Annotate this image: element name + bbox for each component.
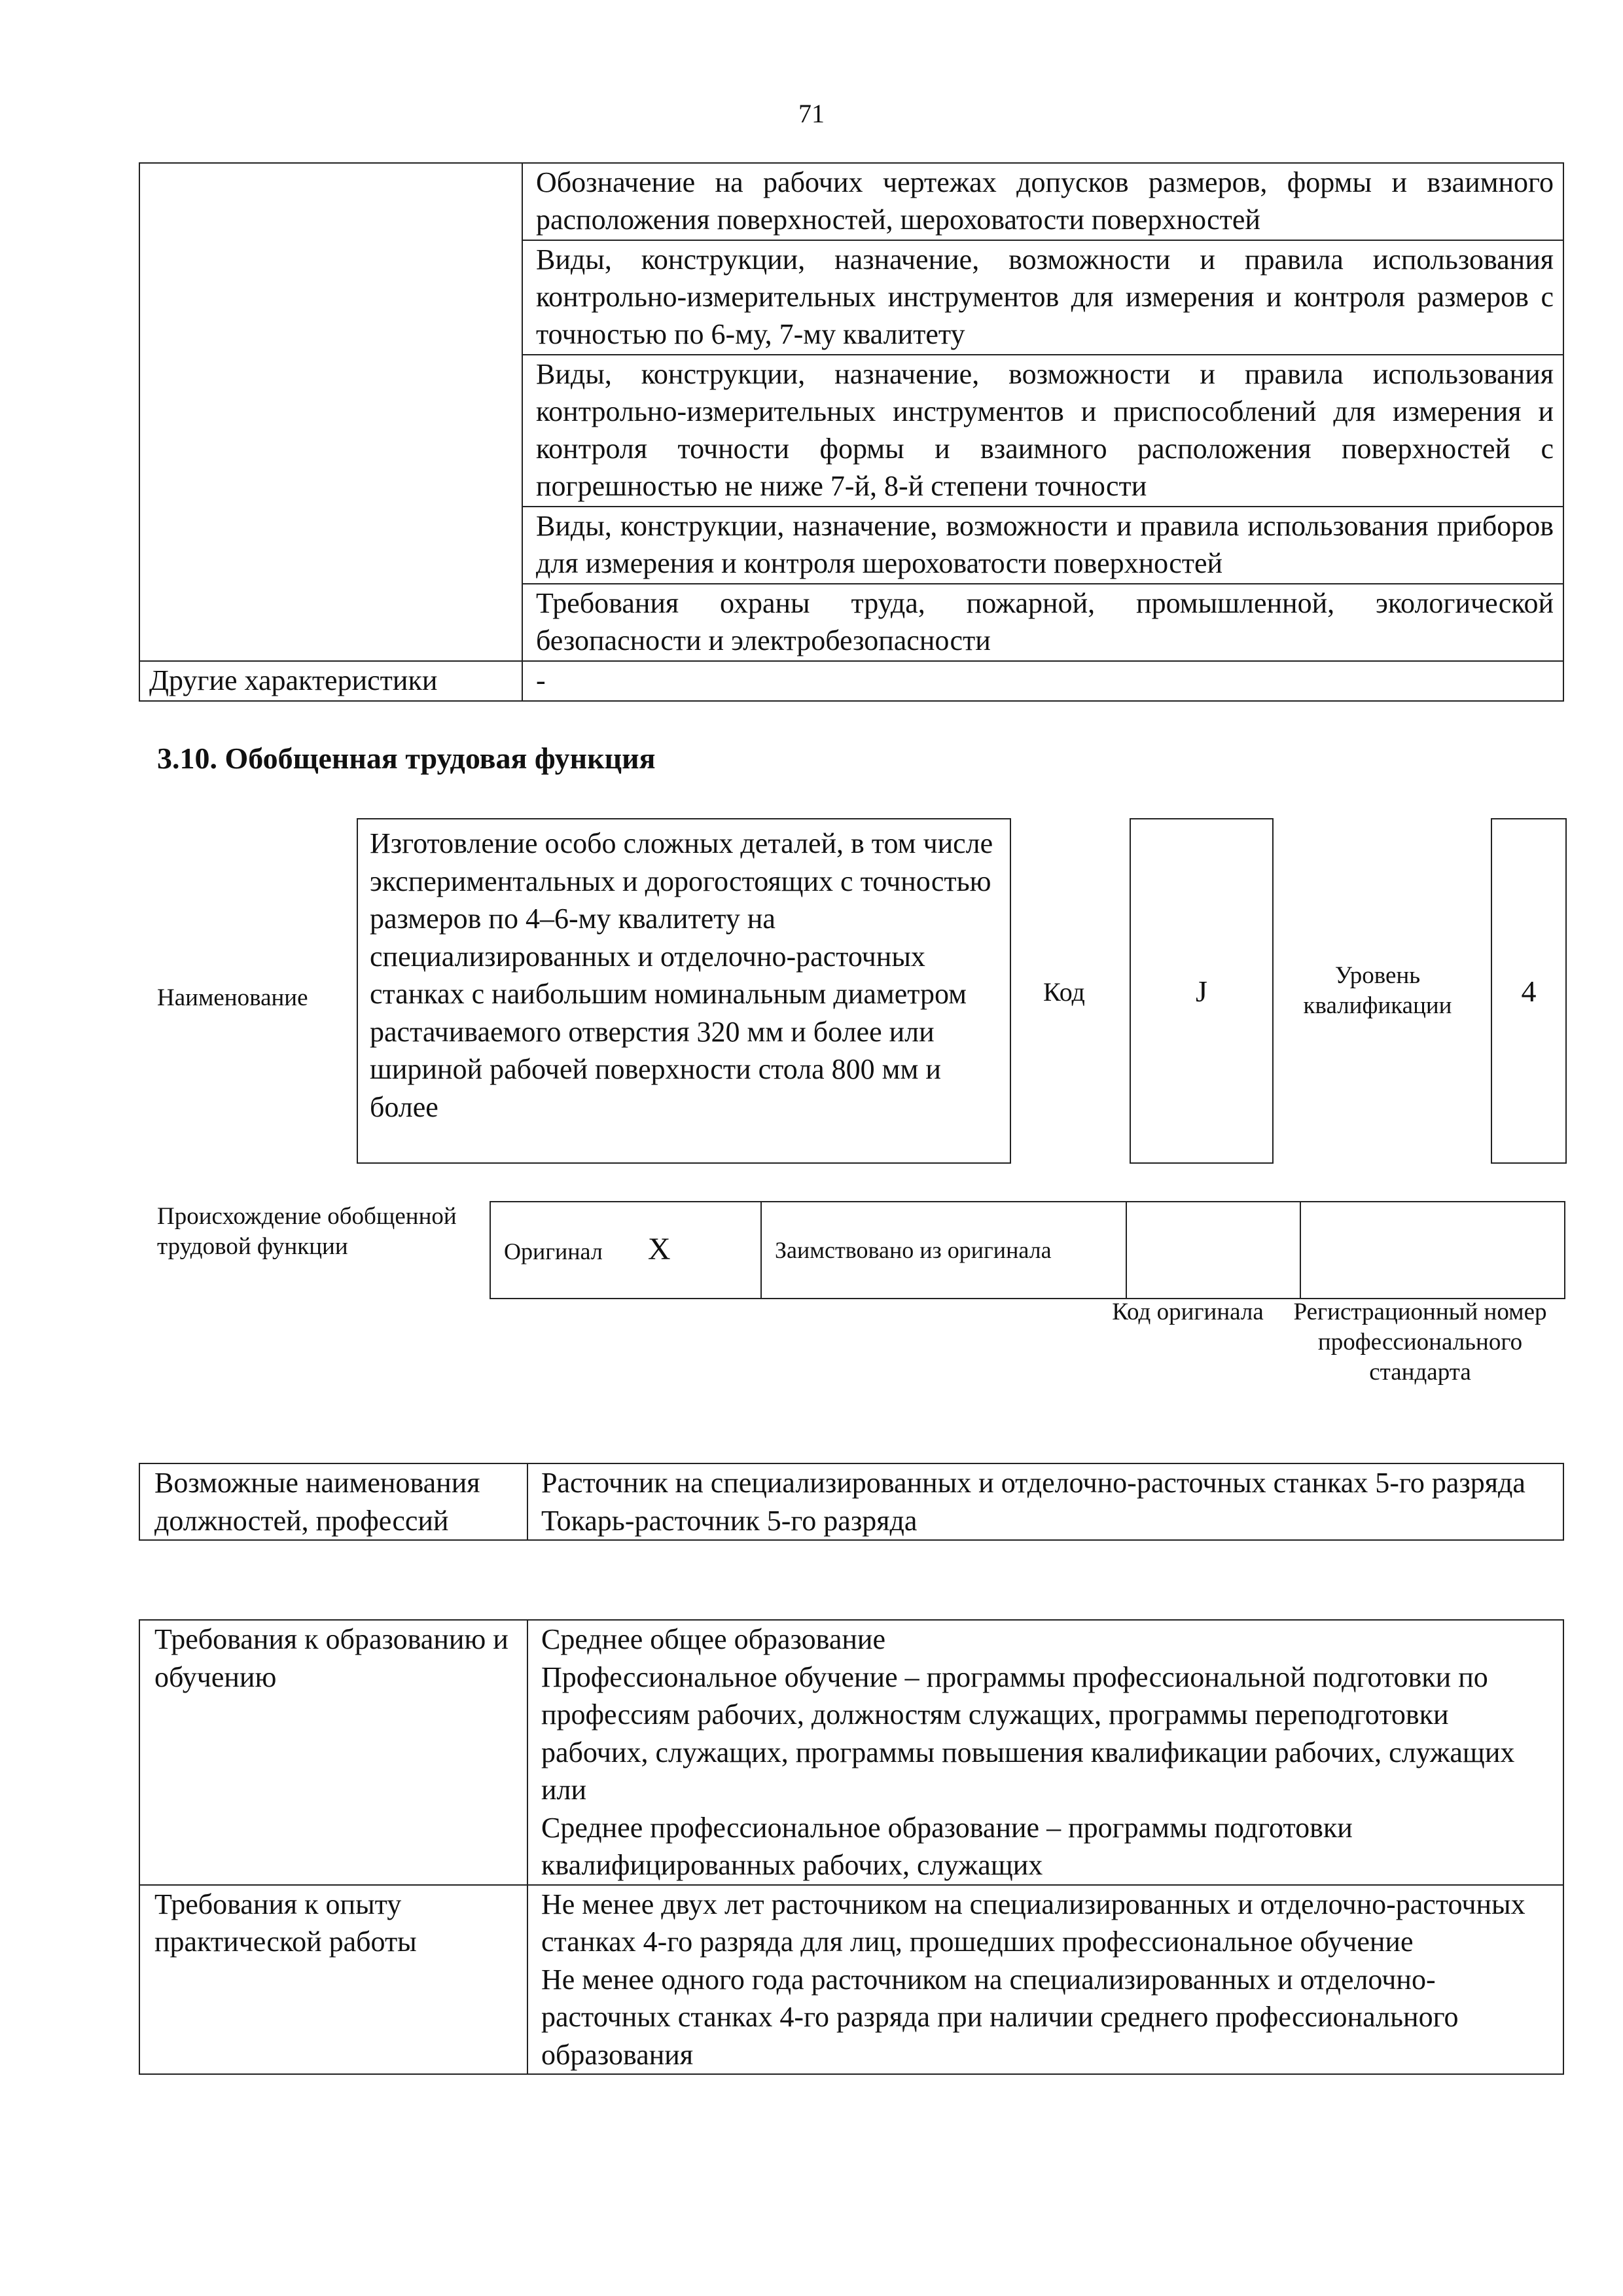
- position-item: Расточник на специализированных и отделочно-расточных станках 5-го разряда: [527, 1463, 1563, 1502]
- knowledge-item: Виды, конструкции, назначение, возможности и правила использования контрольно-измерительных инструментов и приспособлений для измерения и контроля точности формы и взаимного расположения поверхностей с погрешностью не ниже 7-й, 8-й степени точности: [522, 355, 1563, 507]
- qualification-level-label: Уровень квалификации: [1303, 962, 1452, 1019]
- registration-number-caption: Регистрационный номер профессионального стандарта: [1293, 1299, 1547, 1386]
- origin-label: Происхождение обобщенной трудовой функции: [157, 1203, 457, 1260]
- positions-label: Возможные наименования должностей, профессий: [139, 1463, 527, 1540]
- original-cell: [490, 1202, 761, 1299]
- section-heading: 3.10. Обобщенная трудовая функция: [157, 742, 656, 775]
- origin-table: [490, 1201, 1565, 1299]
- code-box: J: [1130, 818, 1274, 1164]
- experience-line: Не менее двух лет расточником на специализированных и отделочно-расточных станках 4-го разряда для лиц, прошедших профессиональное обучение: [541, 1888, 1525, 1958]
- borrowed-label: Заимствовано из оригинала: [761, 1202, 1126, 1299]
- education-line: Среднее профессиональное образование – программы подготовки квалифицированных рабочих, служащих: [541, 1811, 1353, 1881]
- education-line: Профессиональное обучение – программы профессиональной подготовки по профессиям рабочих, должностям служащих, программы переподготовки рабочих, служащих, программы повышения квалификации рабочих, служащих: [541, 1660, 1515, 1768]
- experience-line: Не менее одного года расточником на специализированных и отделочно-расточных станках 4-го разряда при наличии среднего профессионального образования: [541, 1963, 1459, 2071]
- table-row: [139, 1885, 1563, 2075]
- knowledge-table: [139, 162, 1564, 702]
- knowledge-item: Обозначение на рабочих чертежах допусков размеров, формы и взаимного расположения поверхностей, шероховатости поверхностей: [522, 163, 1563, 240]
- position-item: Токарь-расточник 5-го разряда: [527, 1502, 1563, 1541]
- knowledge-item: Виды, конструкции, назначение, возможности и правила использования контрольно-измерительных инструментов для измерения и контроля размеров с точностью по 6-му, 7-му квалитету: [522, 240, 1563, 355]
- other-characteristics-value: -: [522, 661, 1563, 701]
- registration-number-cell: [1300, 1202, 1565, 1299]
- name-label: Наименование: [157, 984, 308, 1011]
- other-characteristics-label: Другие характеристики: [139, 661, 522, 701]
- table-row: [139, 1463, 1563, 1502]
- original-code-caption: Код оригинала: [1112, 1299, 1264, 1325]
- experience-cell: [527, 1885, 1563, 2075]
- table-row: [490, 1202, 1565, 1299]
- education-label: Требования к образованию и обучению: [139, 1620, 527, 1885]
- original-code-cell: [1126, 1202, 1300, 1299]
- knowledge-item: Виды, конструкции, назначение, возможности и правила использования приборов для измерения и контроля шероховатости поверхностей: [522, 507, 1563, 584]
- education-line: или: [541, 1774, 587, 1806]
- original-mark: X: [647, 1231, 671, 1266]
- education-line: Среднее общее образование: [541, 1623, 886, 1655]
- original-label: Оригинал: [504, 1238, 603, 1265]
- page-number: 71: [798, 99, 825, 128]
- experience-label: Требования к опыту практической работы: [139, 1885, 527, 2075]
- function-name-box: Изготовление особо сложных деталей, в том числе экспериментальных и дорогостоящих с точностью размеров по 4–6-му квалитету на специализированных и отделочно-расточных станках с наибольшим номинальным диаметром растачиваемого отверстия 320 мм и более или шириной рабочей поверхности стола 800 мм и более: [357, 818, 1011, 1164]
- qualification-level-box: 4: [1491, 818, 1567, 1164]
- table-row: [139, 661, 1563, 701]
- requirements-table: [139, 1619, 1564, 2075]
- code-label: Код: [1043, 977, 1085, 1007]
- knowledge-label-cell: [139, 163, 522, 661]
- knowledge-item: Требования охраны труда, пожарной, промышленной, экологической безопасности и электробезопасности: [522, 584, 1563, 661]
- positions-table: [139, 1463, 1564, 1541]
- table-row: [139, 1620, 1563, 1885]
- table-row: [139, 163, 1563, 240]
- education-cell: [527, 1620, 1563, 1885]
